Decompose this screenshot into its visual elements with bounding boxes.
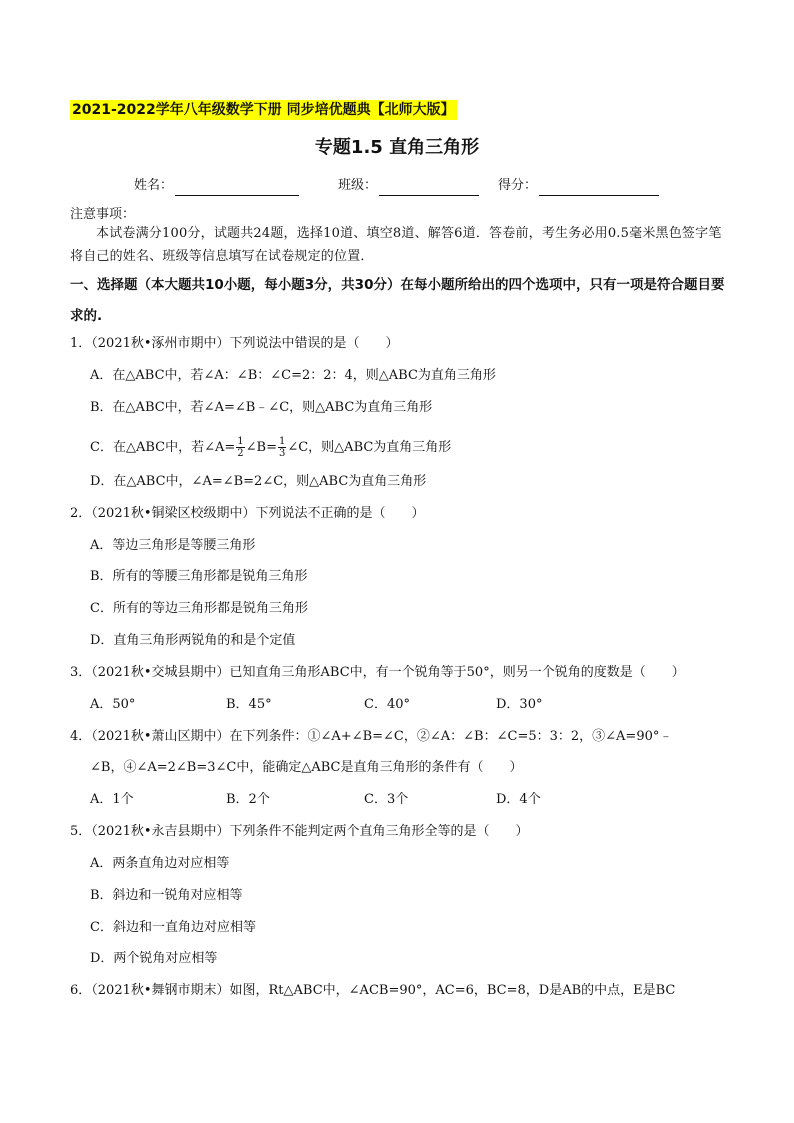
option-c-text-2: ∠B=	[245, 440, 277, 455]
question-5-option-a[interactable]: A．两条直角边对应相等	[90, 856, 230, 871]
question-3-option-c[interactable]: C．40°	[364, 697, 410, 712]
name-blank[interactable]	[175, 180, 299, 196]
page-title: 专题1.5 直角三角形	[314, 137, 480, 158]
fraction-denominator: 2	[237, 448, 244, 459]
question-5-option-c[interactable]: C．斜边和一直角边对应相等	[90, 920, 256, 935]
class-blank[interactable]	[379, 180, 479, 196]
score-label: 得分：	[498, 178, 538, 193]
question-1-option-c[interactable]	[90, 436, 451, 459]
question-4-option-a[interactable]: A．1个	[90, 792, 134, 807]
question-4-option-d[interactable]: D．4个	[496, 792, 541, 807]
option-c-text-1: C．在△ABC中，若∠A=	[90, 440, 236, 455]
name-field	[134, 176, 299, 196]
name-label: 姓名：	[134, 178, 174, 193]
question-6-stem: 6．（2021秋•舞钢市期末）如图，Rt△ABC中，∠ACB=90°，AC=6，BC=8，D是AB的中点，E是BC	[70, 983, 676, 998]
class-label: 班级：	[338, 178, 378, 193]
question-3-option-b[interactable]: B．45°	[226, 697, 272, 712]
question-4-option-b[interactable]: B．2个	[226, 792, 270, 807]
fraction-denominator: 3	[278, 448, 286, 459]
question-4-option-c[interactable]: C．3个	[364, 792, 409, 807]
question-1-option-b[interactable]: B．在△ABC中，若∠A=∠B﹣∠C，则△ABC为直角三角形	[90, 400, 433, 415]
question-2-option-d[interactable]: D．直角三角形两锐角的和是个定值	[90, 633, 296, 648]
notes-heading: 注意事项：	[70, 207, 136, 222]
question-2-option-b[interactable]: B．所有的等腰三角形都是锐角三角形	[90, 569, 308, 584]
question-1-option-d[interactable]: D．在△ABC中，∠A=∠B=2∠C，则△ABC为直角三角形	[90, 474, 427, 489]
section-heading: 一、选择题（本大题共10小题，每小题3分，共30分）在每小题所给出的四个选项中，只有一项是符合题目要求的.	[70, 277, 725, 324]
question-5-option-b[interactable]: B．斜边和一锐角对应相等	[90, 888, 243, 903]
option-c-text-3: ∠C，则△ABC为直角三角形	[287, 440, 452, 455]
fraction-numerator: 1	[237, 436, 244, 447]
question-5-stem: 5．（2021秋•永吉县期中）下列条件不能判定两个直角三角形全等的是（ ）	[70, 824, 529, 839]
score-field	[498, 176, 659, 196]
question-1-option-a[interactable]: A．在△ABC中，若∠A：∠B：∠C=2：2：4，则△ABC为直角三角形	[90, 368, 496, 383]
question-4-stem: 4．（2021秋•萧山区期中）在下列条件：①∠A+∠B=∠C，②∠A：∠B：∠C=5：3：2，③∠A=90°﹣	[70, 729, 673, 744]
question-4-stem-continued: ∠B，④∠A=2∠B=3∠C中，能确定△ABC是直角三角形的条件有（ ）	[90, 760, 523, 775]
question-1-stem: 1．（2021秋•涿州市期中）下列说法中错误的是（ ）	[70, 336, 399, 351]
question-2-option-c[interactable]: C．所有的等边三角形都是锐角三角形	[90, 601, 308, 616]
notes-body: 本试卷满分100分，试题共24题，选择10道、填空8道、解答6道．答卷前，考生务必用0.5毫米黑色签字笔将自己的姓名、班级等信息填写在试卷规定的位置．	[70, 226, 722, 264]
question-3-stem: 3．（2021秋•交城县期中）已知直角三角形ABC中，有一个锐角等于50°，则另一个锐角的度数是（ ）	[70, 665, 685, 680]
question-5-option-d[interactable]: D．两个锐角对应相等	[90, 951, 218, 966]
question-2-option-a[interactable]: A．等边三角形是等腰三角形	[90, 538, 256, 553]
score-blank[interactable]	[539, 180, 659, 196]
question-3-option-d[interactable]: D．30°	[496, 697, 543, 712]
question-3-option-a[interactable]: A．50°	[90, 697, 136, 712]
header-banner: 2021-2022学年八年级数学下册 同步培优题典【北师大版】	[72, 102, 455, 118]
fraction-one-third	[278, 436, 286, 459]
fraction-one-half	[236, 436, 244, 459]
question-2-stem: 2．（2021秋•铜梁区校级期中）下列说法不正确的是（ ）	[70, 506, 425, 521]
fraction-numerator: 1	[278, 436, 286, 447]
class-field	[338, 176, 479, 196]
